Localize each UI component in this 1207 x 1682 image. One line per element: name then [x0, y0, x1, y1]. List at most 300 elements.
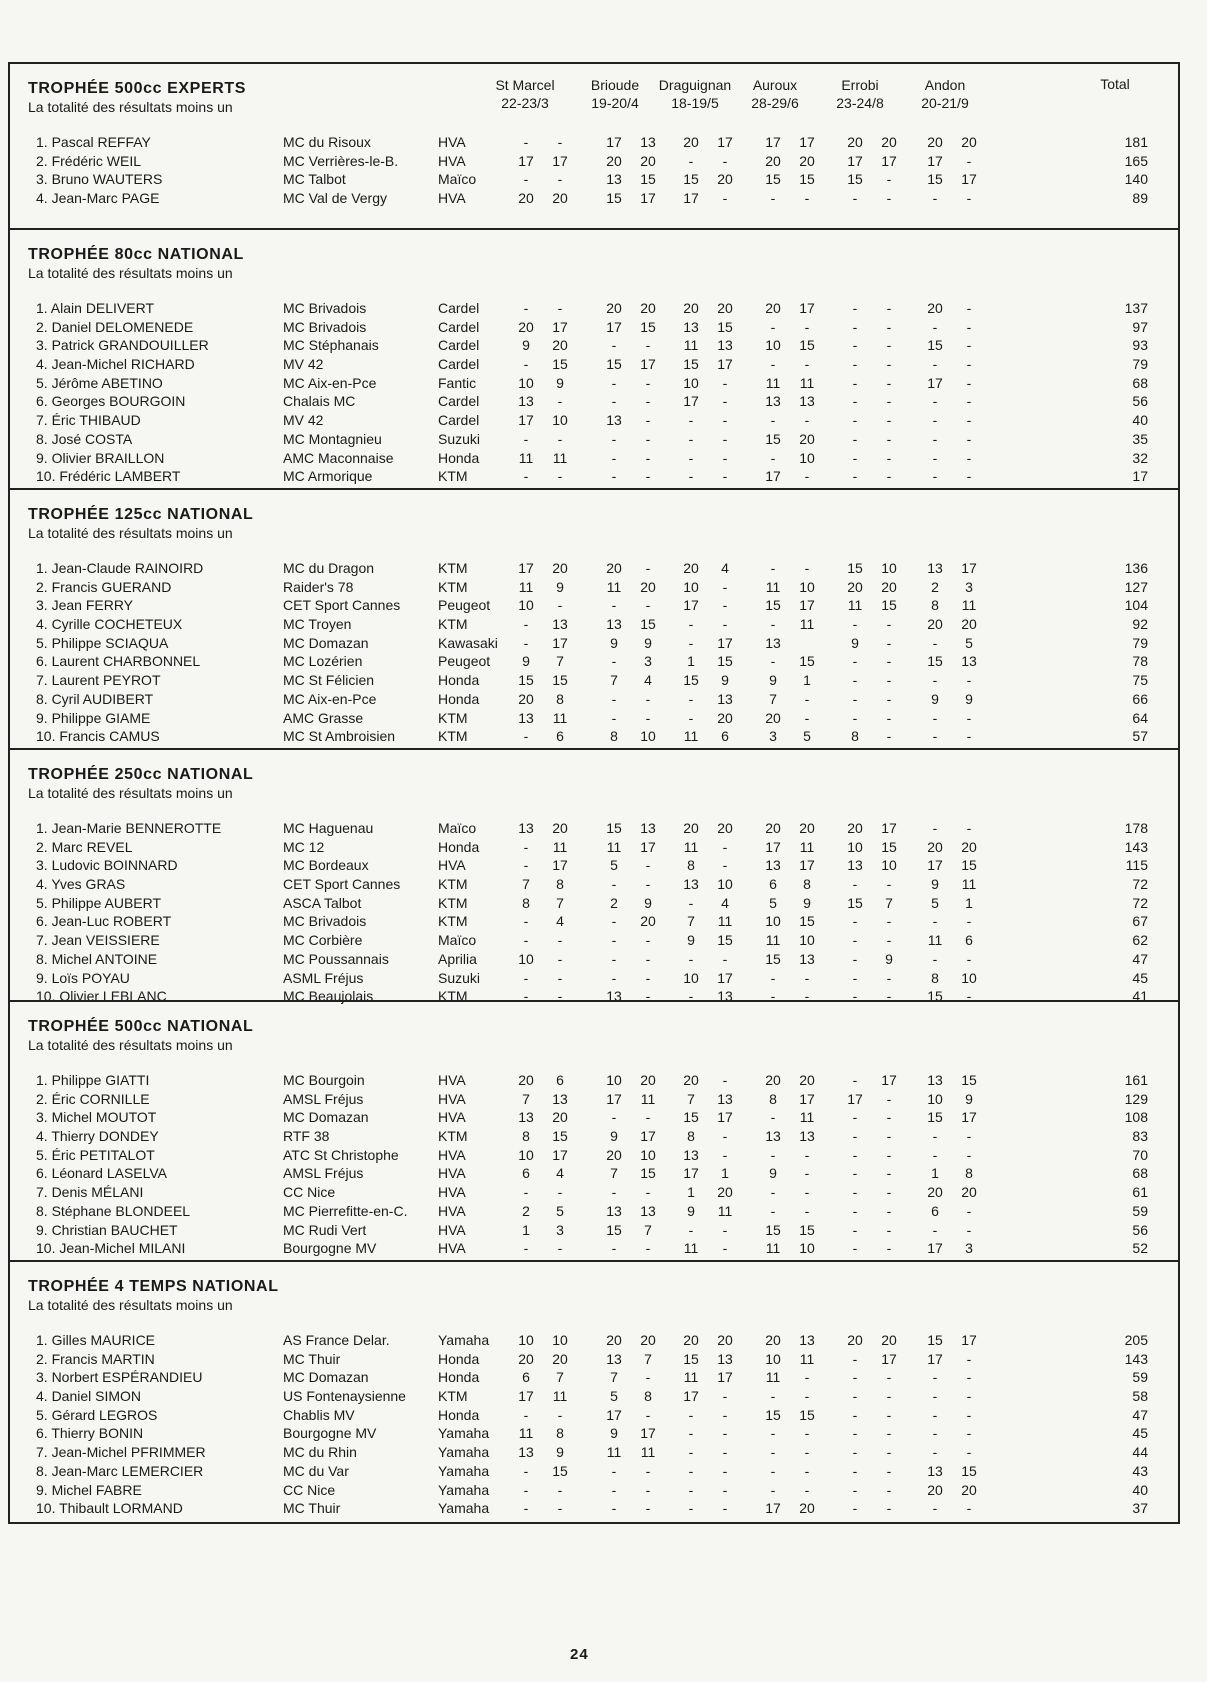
score-cell: 15 [606, 190, 622, 207]
score-cell: - [688, 1500, 694, 1517]
score-cell: 17 [683, 190, 699, 207]
score-cell: 15 [606, 820, 622, 836]
score-cell: 20 [683, 300, 699, 316]
score-cell: - [804, 1202, 810, 1219]
club-name: MC Troyen [283, 616, 352, 633]
score-cell: - [645, 1462, 651, 1479]
score-cell: - [688, 412, 694, 429]
score-cell: 15 [847, 560, 863, 576]
club-name: MC Armorique [283, 468, 373, 485]
score-cell: 15 [961, 1462, 977, 1479]
score-cell: - [852, 1221, 858, 1238]
section-subtitle: La totalité des résultats moins un [28, 525, 233, 541]
score-cell: - [886, 876, 892, 893]
rider-name: 3. Ludovic BOINNARD [36, 857, 178, 874]
score-cell: - [722, 1146, 728, 1163]
score-cell: - [770, 616, 776, 633]
result-row [28, 170, 1160, 189]
club-name: AS France Delar. [283, 1332, 390, 1348]
score-cell: - [722, 1240, 728, 1257]
score-cell: - [932, 1146, 938, 1163]
score-cell: 9 [721, 672, 729, 689]
total-points: 68 [1132, 1165, 1148, 1182]
section-subtitle: La totalité des résultats moins un [28, 265, 233, 281]
club-name: MC Talbot [283, 171, 346, 188]
score-cell: 11 [683, 1369, 699, 1386]
score-cell: 15 [927, 171, 943, 188]
score-cell: - [722, 1128, 728, 1145]
result-row [28, 690, 1160, 709]
score-cell: - [722, 1221, 728, 1238]
score-cell: - [523, 857, 529, 874]
result-row [28, 189, 1160, 208]
score-cell: 7 [522, 876, 530, 893]
score-cell: 9 [644, 894, 652, 911]
score-cell: 11 [606, 838, 622, 855]
score-cell: - [966, 1425, 972, 1442]
rider-name: 4. Thierry DONDEY [36, 1128, 159, 1145]
score-cell: - [523, 1462, 529, 1479]
score-cell: - [932, 430, 938, 447]
rider-name: 8. José COSTA [36, 430, 133, 447]
score-cell: 15 [927, 337, 943, 354]
total-points: 47 [1132, 950, 1148, 967]
score-cell: 13 [518, 393, 534, 410]
club-name: MC Beaujolais [283, 988, 374, 1005]
rider-name: 8. Stéphane BLONDEEL [36, 1202, 191, 1219]
score-cell: - [886, 318, 892, 335]
score-cell: 11 [799, 374, 815, 391]
score-cell: 10 [799, 449, 815, 466]
score-cell: - [557, 597, 563, 614]
result-row [28, 1183, 1160, 1202]
score-cell: 5 [610, 1388, 618, 1405]
score-cell: 20 [765, 152, 781, 169]
score-cell: 7 [644, 1350, 652, 1367]
score-cell: 13 [765, 1128, 781, 1145]
score-cell: 15 [765, 597, 781, 614]
result-row [28, 1164, 1160, 1183]
score-cell: 11 [518, 578, 534, 595]
event-date: 23-24/8 [836, 95, 884, 111]
score-cell: 4 [721, 560, 729, 576]
score-cell: 20 [683, 560, 699, 576]
score-cell: 7 [556, 894, 564, 911]
score-cell: - [611, 393, 617, 410]
rider-name: 3. Norbert ESPÉRANDIEU [36, 1369, 203, 1386]
score-cell: - [932, 634, 938, 651]
score-cell: 20 [518, 690, 534, 707]
total-points: 56 [1132, 393, 1148, 410]
trophy-section [8, 62, 1180, 228]
score-cell: - [852, 1425, 858, 1442]
rider-name: 1. Jean-Claude RAINOIRD [36, 560, 204, 576]
score-cell: 13 [765, 634, 781, 651]
score-cell: 5 [803, 728, 811, 745]
score-cell: 7 [769, 690, 777, 707]
score-cell: 11 [765, 1369, 781, 1386]
score-cell: 10 [518, 597, 534, 614]
score-cell: - [932, 709, 938, 726]
score-cell: 20 [961, 616, 977, 633]
score-cell: - [611, 449, 617, 466]
score-cell: - [966, 1146, 972, 1163]
score-cell: 17 [765, 1500, 781, 1517]
total-points: 127 [1124, 578, 1148, 595]
result-row [28, 559, 1160, 578]
score-cell: 9 [522, 653, 530, 670]
score-cell: 10 [765, 1350, 781, 1367]
score-cell: - [611, 969, 617, 986]
score-cell: 17 [518, 560, 534, 576]
event-name: Auroux [752, 77, 798, 93]
total-points: 32 [1132, 449, 1148, 466]
total-points: 17 [1132, 468, 1148, 485]
score-cell: - [523, 356, 529, 373]
bike-brand: KTM [438, 913, 468, 930]
result-row [28, 392, 1160, 411]
score-cell: 10 [799, 1240, 815, 1257]
event-name: Draguignan [658, 77, 732, 93]
rider-name: 7. Denis MÉLANI [36, 1184, 144, 1201]
rider-name: 4. Jean-Michel RICHARD [36, 356, 195, 373]
score-cell: - [557, 468, 563, 485]
result-row [28, 467, 1160, 486]
rider-name: 10. Francis CAMUS [36, 728, 160, 745]
rider-name: 5. Éric PETITALOT [36, 1146, 155, 1163]
score-cell: 6 [721, 728, 729, 745]
score-cell: 15 [847, 171, 863, 188]
score-cell: - [852, 190, 858, 207]
score-cell: 10 [552, 412, 568, 429]
score-cell: 10 [717, 876, 733, 893]
score-cell: 11 [683, 337, 699, 354]
score-cell: - [852, 988, 858, 1005]
score-cell: 7 [610, 1369, 618, 1386]
score-cell: - [523, 134, 529, 150]
club-name: MC Domazan [283, 1369, 369, 1386]
score-cell: - [886, 653, 892, 670]
total-points: 64 [1132, 709, 1148, 726]
score-cell: - [645, 950, 651, 967]
total-points: 66 [1132, 690, 1148, 707]
score-cell: - [611, 690, 617, 707]
score-cell: 10 [799, 578, 815, 595]
score-cell: - [966, 1388, 972, 1405]
score-cell: 13 [552, 616, 568, 633]
score-cell: - [645, 1406, 651, 1423]
bike-brand: HVA [438, 1109, 466, 1126]
rider-name: 6. Jean-Luc ROBERT [36, 913, 172, 930]
score-cell: 13 [927, 1072, 943, 1088]
club-name: US Fontenaysienne [283, 1388, 406, 1405]
score-cell: - [852, 1240, 858, 1257]
score-cell: 13 [640, 820, 656, 836]
bike-brand: KTM [438, 709, 468, 726]
rider-name: 9. Christian BAUCHET [36, 1221, 178, 1238]
event-header [10, 76, 1178, 116]
score-cell: 13 [717, 988, 733, 1005]
club-name: MC Montagnieu [283, 430, 382, 447]
score-cell: 13 [717, 337, 733, 354]
score-cell: - [852, 393, 858, 410]
club-name: CET Sport Cannes [283, 597, 401, 614]
club-name: AMC Maconnaise [283, 449, 394, 466]
score-cell: - [611, 950, 617, 967]
total-points: 97 [1132, 318, 1148, 335]
bike-brand: Yamaha [438, 1332, 490, 1348]
score-cell: 15 [683, 1109, 699, 1126]
score-cell: - [722, 1425, 728, 1442]
score-cell: 17 [552, 152, 568, 169]
score-cell: 10 [518, 374, 534, 391]
result-row [28, 411, 1160, 430]
club-name: MC Pierrefitte-en-C. [283, 1202, 408, 1219]
score-cell: - [852, 356, 858, 373]
score-cell: - [966, 468, 972, 485]
score-cell: - [804, 1444, 810, 1461]
rider-name: 2. Marc REVEL [36, 838, 133, 855]
score-cell: - [966, 1202, 972, 1219]
club-name: MC Bordeaux [283, 857, 369, 874]
score-cell: - [722, 1072, 728, 1088]
score-cell: 11 [683, 1240, 699, 1257]
score-cell: - [886, 1240, 892, 1257]
score-cell: 17 [799, 857, 815, 874]
score-cell: 15 [799, 337, 815, 354]
score-cell: - [557, 300, 563, 316]
score-cell: 13 [961, 653, 977, 670]
score-cell: - [886, 1128, 892, 1145]
score-cell: 7 [610, 1165, 618, 1182]
result-row [28, 318, 1160, 337]
score-cell: 17 [552, 318, 568, 335]
score-cell: - [852, 449, 858, 466]
score-cell: - [886, 1221, 892, 1238]
score-cell: - [688, 152, 694, 169]
score-cell: 20 [606, 152, 622, 169]
score-cell: 7 [610, 672, 618, 689]
total-points: 58 [1132, 1388, 1148, 1405]
score-cell: 11 [717, 1202, 733, 1219]
total-points: 205 [1124, 1332, 1148, 1348]
score-cell: - [770, 1425, 776, 1442]
score-cell: - [688, 894, 694, 911]
total-points: 136 [1124, 560, 1148, 576]
result-row [28, 1406, 1160, 1425]
score-cell: - [611, 932, 617, 949]
score-cell: - [611, 374, 617, 391]
score-cell: - [688, 709, 694, 726]
score-cell: 15 [683, 171, 699, 188]
score-cell: - [886, 337, 892, 354]
score-cell: 20 [683, 1072, 699, 1088]
rider-name: 5. Gérard LEGROS [36, 1406, 158, 1423]
score-cell: 20 [717, 1332, 733, 1348]
score-cell: 17 [927, 1350, 943, 1367]
total-header: Total [1100, 76, 1130, 92]
score-cell: 15 [961, 857, 977, 874]
rider-name: 4. Cyrille COCHETEUX [36, 616, 183, 633]
total-points: 59 [1132, 1369, 1148, 1386]
score-cell: - [886, 190, 892, 207]
score-cell: 20 [518, 1072, 534, 1088]
score-cell: 15 [765, 950, 781, 967]
event-date: 19-20/4 [591, 95, 639, 111]
score-cell: 20 [847, 134, 863, 150]
score-cell: - [722, 1500, 728, 1517]
score-cell: 10 [881, 560, 897, 576]
rider-name: 5. Philippe AUBERT [36, 894, 162, 911]
score-cell: 9 [965, 1090, 973, 1107]
total-points: 79 [1132, 356, 1148, 373]
score-cell: 13 [518, 1444, 534, 1461]
total-points: 181 [1124, 134, 1148, 150]
score-cell: 20 [640, 913, 656, 930]
rider-name: 2. Frédéric WEIL [36, 152, 142, 169]
score-cell: - [688, 950, 694, 967]
score-cell: 17 [881, 820, 897, 836]
score-cell: - [966, 393, 972, 410]
score-cell: 13 [927, 1462, 943, 1479]
score-cell: 15 [518, 672, 534, 689]
score-cell: - [611, 430, 617, 447]
score-cell: 11 [606, 1444, 622, 1461]
score-cell: - [886, 728, 892, 745]
score-cell: - [523, 430, 529, 447]
score-cell: 20 [765, 709, 781, 726]
score-cell: - [804, 1369, 810, 1386]
score-cell: 15 [606, 1221, 622, 1238]
bike-brand: HVA [438, 1146, 466, 1163]
score-cell: - [645, 1481, 651, 1498]
score-cell: 8 [556, 690, 564, 707]
score-cell: 20 [717, 709, 733, 726]
bike-brand: KTM [438, 1388, 468, 1405]
section-title: TROPHÉE 80cc NATIONAL [28, 246, 244, 263]
bike-brand: Cardel [438, 318, 480, 335]
club-name: RTF 38 [283, 1128, 330, 1145]
score-cell: - [932, 1500, 938, 1517]
score-cell: - [852, 1128, 858, 1145]
score-cell: - [688, 1406, 694, 1423]
score-cell: - [966, 1350, 972, 1367]
score-cell: - [611, 709, 617, 726]
bike-brand: HVA [438, 857, 466, 874]
event-column-header [885, 76, 1005, 112]
result-row [28, 1221, 1160, 1240]
score-cell: 7 [556, 1369, 564, 1386]
score-cell: - [611, 876, 617, 893]
score-cell: 15 [799, 1406, 815, 1423]
score-cell: - [804, 1165, 810, 1182]
score-cell: 17 [961, 560, 977, 576]
score-cell: - [770, 190, 776, 207]
score-cell: - [523, 171, 529, 188]
result-row [28, 819, 1160, 838]
score-cell: - [886, 1109, 892, 1126]
score-cell: 10 [683, 578, 699, 595]
score-cell: 8 [965, 1165, 973, 1182]
score-cell: 9 [803, 894, 811, 911]
score-cell: - [886, 969, 892, 986]
score-cell: 20 [881, 578, 897, 595]
score-cell: - [886, 449, 892, 466]
score-cell: - [645, 690, 651, 707]
score-cell: - [645, 560, 651, 576]
score-cell: 5 [965, 634, 973, 651]
bike-brand: HVA [438, 1184, 466, 1201]
rider-name: 7. Jean-Michel PFRIMMER [36, 1444, 206, 1461]
total-points: 45 [1132, 969, 1148, 986]
score-cell: 20 [765, 1072, 781, 1088]
score-cell: - [722, 468, 728, 485]
bike-brand: KTM [438, 876, 468, 893]
rider-name: 9. Michel FABRE [36, 1481, 142, 1498]
score-cell: 2 [522, 1202, 530, 1219]
result-row [28, 133, 1160, 152]
score-cell: 20 [683, 820, 699, 836]
score-cell: - [523, 728, 529, 745]
total-points: 43 [1132, 1462, 1148, 1479]
rider-name: 9. Loïs POYAU [36, 969, 130, 986]
bike-brand: KTM [438, 988, 468, 1005]
section-subtitle: La totalité des résultats moins un [28, 99, 233, 115]
score-cell: - [722, 412, 728, 429]
club-name: MC Thuir [283, 1500, 341, 1517]
section-title: TROPHÉE 500cc NATIONAL [28, 1018, 254, 1035]
score-cell: - [523, 1500, 529, 1517]
score-cell: - [932, 412, 938, 429]
score-cell: 13 [683, 318, 699, 335]
score-cell: - [523, 1481, 529, 1498]
score-cell: - [804, 1462, 810, 1479]
score-cell: - [852, 300, 858, 316]
club-name: MC Lozérien [283, 653, 363, 670]
total-points: 143 [1124, 838, 1148, 855]
club-name: AMSL Fréjus [283, 1165, 364, 1182]
bike-brand: Honda [438, 449, 480, 466]
score-cell: 17 [518, 1388, 534, 1405]
score-cell: - [852, 1146, 858, 1163]
score-cell: 4 [556, 913, 564, 930]
score-cell: 13 [552, 1090, 568, 1107]
score-cell: - [932, 1221, 938, 1238]
score-cell: - [886, 634, 892, 651]
score-cell: - [852, 616, 858, 633]
score-cell: 13 [799, 393, 815, 410]
bike-brand: Cardel [438, 337, 480, 354]
score-cell: 1 [522, 1221, 530, 1238]
rider-name: 6. Thierry BONIN [36, 1425, 144, 1442]
score-cell: - [722, 616, 728, 633]
score-cell: 20 [640, 1332, 656, 1348]
rider-name: 8. Michel ANTOINE [36, 950, 158, 967]
score-cell: 10 [518, 1332, 534, 1348]
score-cell: 9 [610, 634, 618, 651]
score-cell: - [852, 969, 858, 986]
bike-brand: KTM [438, 1128, 468, 1145]
result-row [28, 1481, 1160, 1500]
score-cell: - [932, 468, 938, 485]
rider-name: 4. Daniel SIMON [36, 1388, 142, 1405]
score-cell: 6 [931, 1202, 939, 1219]
bike-brand: Cardel [438, 300, 480, 316]
score-cell: 17 [606, 1406, 622, 1423]
club-name: Chalais MC [283, 393, 356, 410]
score-cell: - [966, 190, 972, 207]
score-cell: 3 [556, 1221, 564, 1238]
